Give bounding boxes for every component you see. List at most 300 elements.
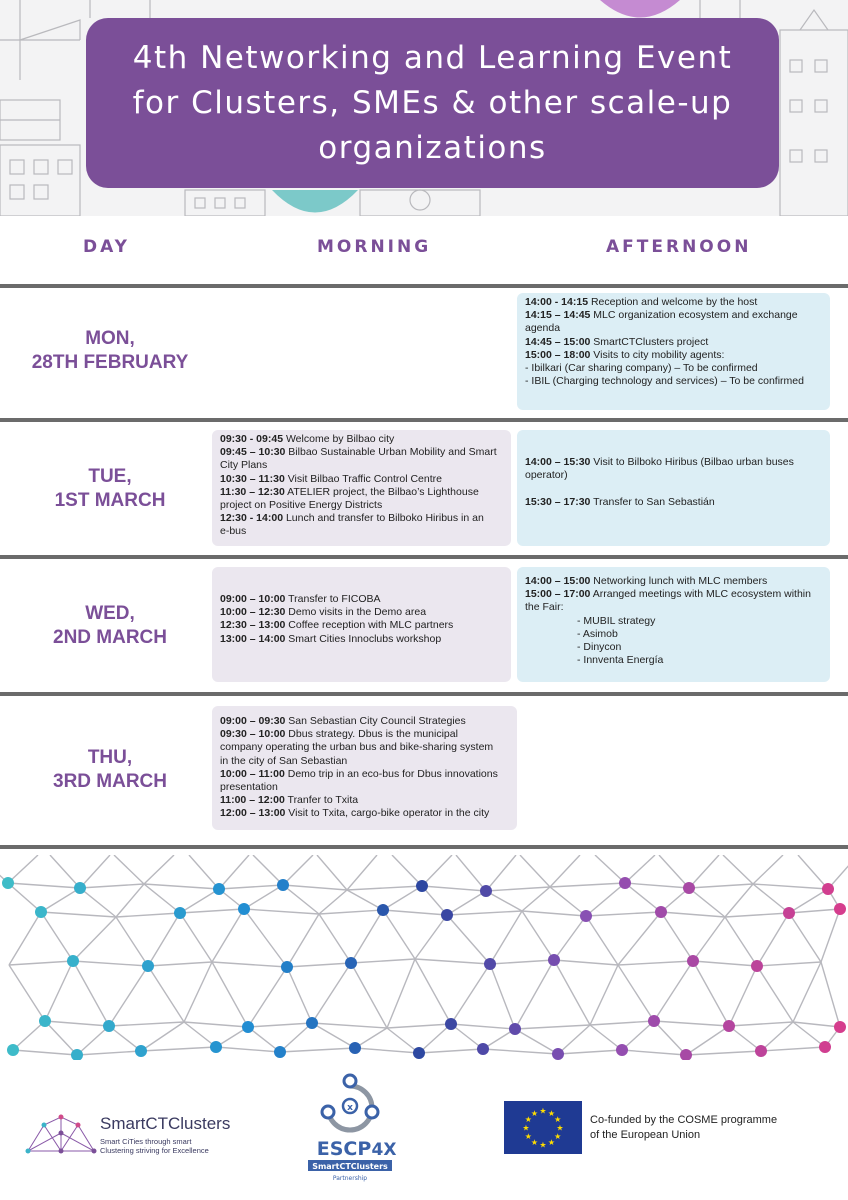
network-edge (622, 1021, 654, 1050)
schedule-entry (525, 588, 822, 601)
schedule-text: - Asimob (577, 627, 618, 640)
network-edge (622, 1050, 686, 1055)
network-edge (219, 855, 249, 889)
network-edge (821, 909, 840, 962)
network-edge (351, 910, 383, 963)
network-edge (753, 855, 783, 884)
schedule-time: 09:00 – 09:30 (220, 715, 286, 727)
network-node (687, 955, 699, 967)
network-edge (73, 961, 109, 1026)
schedule-time: 14:00 – 15:00 (525, 575, 591, 587)
escp-name: ESCP (316, 1138, 372, 1160)
schedule-text: San Sebastian City Council Strategies (285, 715, 466, 727)
network-edge (723, 855, 753, 884)
network-node (619, 877, 631, 889)
schedule-entry (525, 482, 822, 495)
network-edge (347, 890, 383, 910)
column-heading-afternoon: AFTERNOON (606, 237, 752, 257)
schedule-text: the Fair: (525, 601, 564, 614)
day-label-tuesday (0, 465, 220, 513)
schedule-text: - MUBIL strategy (577, 614, 656, 627)
network-node (755, 1045, 767, 1057)
network-edge (253, 855, 283, 885)
network-edge (586, 916, 618, 965)
schedule-time: 14:15 – 14:45 (525, 309, 591, 322)
schedule-time: 12:30 - 14:00 (220, 512, 284, 525)
network-edge (109, 1026, 141, 1051)
network-edge (415, 959, 451, 1024)
network-edge (148, 966, 184, 1022)
network-edge (45, 1021, 109, 1026)
tagline-line2: Clustering striving for Excellence (100, 1146, 209, 1155)
network-edge (689, 855, 719, 888)
network-edge (355, 1048, 419, 1053)
schedule-time: 12:00 – 13:00 (220, 807, 286, 820)
network-edge (248, 1023, 312, 1027)
monday-afternoon-schedule (517, 293, 830, 410)
schedule-entry (220, 459, 503, 472)
network-edge (483, 1049, 558, 1054)
network-edge (798, 855, 828, 889)
network-edge (625, 883, 689, 888)
eu-flag-icon (504, 1101, 582, 1154)
schedule-entry (220, 525, 503, 538)
wednesday-afternoon-schedule (517, 567, 830, 682)
network-edge (148, 962, 212, 966)
network-edge (590, 1021, 654, 1025)
network-edge (41, 912, 73, 961)
schedule-entry (220, 741, 509, 754)
schedule-entry (525, 349, 822, 362)
network-edge (50, 855, 80, 888)
network-node (822, 883, 834, 895)
network-edge (422, 855, 452, 886)
schedule-entry (525, 456, 822, 469)
network-node (834, 903, 846, 915)
network-edge (550, 887, 586, 916)
escp4x-logo (300, 1068, 400, 1188)
network-edge (419, 1049, 483, 1053)
schedule-entry (220, 781, 509, 794)
day-label-line1: MON, (85, 328, 135, 349)
network-node (74, 882, 86, 894)
network-edge (757, 966, 793, 1022)
network-node (213, 883, 225, 895)
network-edge (184, 1022, 248, 1027)
network-edge (287, 963, 351, 967)
schedule-text: operator) (525, 469, 568, 482)
network-edge (116, 913, 180, 917)
network-node (277, 879, 289, 891)
network-node (723, 1020, 735, 1032)
network-edge (216, 1047, 280, 1052)
network-edge (9, 965, 45, 1021)
network-edge (725, 917, 757, 966)
schedule-text: Reception and welcome by the host (588, 296, 758, 308)
network-edge (8, 855, 38, 883)
network-node (416, 880, 428, 892)
network-node (35, 906, 47, 918)
network-edge (8, 883, 80, 888)
network-edge (693, 961, 729, 1026)
schedule-text: in the city of San Sebastian (220, 754, 348, 767)
network-edge (486, 887, 550, 891)
schedule-entry (220, 715, 509, 728)
network-node (783, 907, 795, 919)
event-title: 4th Networking and Learning Event for Clusters, SMEs & other scale-up organizations (132, 39, 733, 166)
schedule-text: Demo visits in the Demo area (285, 606, 427, 619)
network-edge (522, 911, 586, 916)
network-edge (654, 1021, 729, 1026)
network-edge (347, 855, 377, 890)
schedule-time: 09:30 – 10:00 (220, 728, 286, 741)
schedule-entry (525, 601, 822, 614)
schedule-time: 12:30 – 13:00 (220, 619, 286, 632)
schedule-entry (220, 755, 509, 768)
network-edge (387, 1024, 451, 1028)
network-edge (244, 909, 287, 967)
network-edge (447, 911, 522, 915)
network-edge (317, 855, 347, 890)
network-node (377, 904, 389, 916)
network-edge (789, 909, 840, 913)
day-label-line1: THU, (87, 747, 133, 768)
network-node (484, 958, 496, 970)
network-node (648, 1015, 660, 1027)
schedule-entry (525, 296, 822, 309)
network-edge (789, 889, 828, 913)
eu-star-icon: ★ (524, 1115, 532, 1124)
network-edge (248, 1027, 280, 1052)
network-edge (618, 961, 693, 965)
network-edge (383, 886, 422, 910)
network-node (135, 1045, 147, 1057)
network-edge (41, 912, 116, 917)
schedule-text: - Innventa Energía (577, 654, 664, 667)
schedule-entry (220, 728, 509, 741)
network-edge (319, 890, 347, 914)
network-edge (757, 962, 821, 966)
network-node (477, 1043, 489, 1055)
schedule-entry (525, 615, 822, 628)
network-edge (693, 917, 725, 961)
network-edge (486, 855, 516, 891)
network-edge (520, 855, 550, 887)
schedule-text: MLC organization ecosystem and exchange (590, 309, 798, 322)
schedule-time: 15:30 – 17:30 (525, 495, 591, 508)
network-node (349, 1042, 361, 1054)
schedule-text: Smart Cities Innoclubs workshop (285, 632, 442, 645)
schedule-time: 15:00 – 18:00 (525, 348, 591, 361)
network-edge (618, 912, 661, 965)
network-edge (144, 884, 180, 913)
network-edge (184, 1022, 216, 1047)
network-edge (283, 885, 319, 914)
schedule-text: Visit Bilbao Traffic Control Centre (284, 472, 442, 485)
network-edge (586, 883, 625, 916)
network-edge (244, 909, 319, 914)
network-node (480, 885, 492, 897)
network-edge (725, 913, 789, 917)
escp-sub: 4X (371, 1140, 397, 1160)
schedule-time: 14:00 – 15:30 (525, 456, 591, 468)
network-edge (654, 961, 693, 1021)
network-edge (789, 913, 821, 962)
network-edge (114, 855, 144, 884)
network-edge (148, 913, 180, 966)
network-edge (212, 962, 287, 967)
schedule-text: Lunch and transfer to Bilboko Hiribus in an (283, 512, 484, 525)
network-edge (595, 855, 625, 883)
network-edge (486, 891, 522, 911)
eu-star-icon: ★ (530, 1138, 539, 1148)
eu-star-icon: ★ (547, 1138, 556, 1148)
network-node (819, 1041, 831, 1053)
network-edge (109, 966, 148, 1026)
divider (0, 555, 848, 559)
schedule-entry (220, 794, 509, 807)
network-node (655, 906, 667, 918)
eu-cofunding-text (590, 1113, 810, 1143)
network-node (242, 1021, 254, 1033)
day-label-line1: WED, (85, 603, 135, 624)
network-node (552, 1048, 564, 1060)
schedule-time: 09:30 - 09:45 (220, 433, 284, 445)
network-edge (184, 962, 212, 1022)
network-pattern-decoration (0, 855, 848, 1060)
network-edge (383, 910, 415, 959)
schedule-text: - Dinycon (577, 641, 622, 654)
divider (0, 418, 848, 422)
wednesday-morning-schedule (212, 567, 511, 682)
network-edge (180, 909, 244, 913)
schedule-text: Transfer to San Sebastián (590, 495, 715, 508)
network-edge (180, 889, 219, 913)
schedule-text: City Plans (220, 459, 268, 472)
network-edge (189, 855, 219, 889)
schedule-entry (220, 619, 503, 632)
eu-star-icon: ★ (556, 1123, 564, 1133)
column-heading-day: DAY (83, 237, 130, 257)
schedule-text: Welcome by Bilbao city (283, 433, 395, 445)
network-node (509, 1023, 521, 1035)
event-title-banner (86, 18, 779, 188)
smartctclusters-tagline (100, 1137, 240, 1155)
divider (0, 845, 848, 849)
eu-text-line1: Co-funded by the COSME programme (590, 1114, 778, 1126)
network-edge (351, 959, 415, 963)
network-edge (351, 963, 387, 1028)
schedule-time: 11:30 – 12:30 (220, 485, 285, 498)
schedule-time: 11:00 – 12:00 (220, 794, 285, 807)
network-edge (522, 887, 550, 911)
network-edge (550, 855, 580, 887)
network-edge (347, 886, 422, 890)
network-node (306, 1017, 318, 1029)
network-edge (793, 962, 821, 1022)
network-edge (729, 966, 757, 1026)
schedule-entry (525, 322, 822, 335)
schedule-entry (525, 496, 822, 509)
network-edge (283, 855, 313, 885)
network-edge (447, 915, 490, 964)
schedule-time: 09:45 – 10:30 (220, 446, 286, 459)
schedule-entry (525, 641, 822, 654)
network-node (441, 909, 453, 921)
schedule-text: Coffee reception with MLC partners (285, 619, 454, 632)
network-edge (144, 884, 219, 889)
network-edge (757, 913, 789, 966)
network-edge (661, 912, 693, 961)
network-node (2, 877, 14, 889)
network-edge (761, 1022, 793, 1051)
schedule-entry (220, 486, 503, 499)
network-edge (456, 855, 486, 891)
network-edge (287, 914, 319, 967)
network-edge (180, 913, 212, 962)
network-edge (558, 1025, 590, 1054)
eu-star-icon: ★ (539, 1140, 547, 1150)
network-edge (693, 961, 757, 966)
network-edge (725, 884, 753, 917)
network-edge (490, 911, 522, 964)
escp-banner: SmartCTClusters (312, 1162, 388, 1171)
network-edge (80, 855, 110, 888)
eu-star-icon: ★ (530, 1108, 539, 1118)
network-edge (212, 962, 248, 1027)
network-node (39, 1015, 51, 1027)
network-edge (280, 1048, 355, 1052)
schedule-entry (525, 375, 822, 388)
schedule-time: 14:45 – 15:00 (525, 335, 591, 348)
network-edge (80, 888, 116, 917)
network-edge (219, 885, 283, 889)
day-label-wednesday (0, 602, 220, 650)
column-heading-morning: MORNING (317, 237, 432, 257)
day-label-line1: TUE, (88, 466, 132, 487)
schedule-entry (220, 807, 509, 820)
network-edge (793, 1022, 840, 1027)
schedule-text: ATELIER project, the Bilbao’s Lighthouse (284, 485, 479, 498)
schedule-time: 09:00 – 10:00 (220, 593, 286, 605)
tagline-line1: Smart CiTies through smart (100, 1137, 192, 1146)
schedule-entry (525, 575, 822, 588)
thursday-morning-schedule (212, 706, 517, 830)
network-edge (73, 917, 116, 961)
network-edge (80, 884, 144, 888)
eu-star-icon: ★ (554, 1132, 562, 1141)
svg-text:x: x (347, 1103, 353, 1113)
network-edge (554, 960, 618, 965)
network-edge (661, 912, 725, 917)
schedule-text: Networking lunch with MLC members (590, 575, 768, 587)
network-edge (729, 1026, 761, 1051)
network-edge (9, 912, 41, 965)
schedule-entry (525, 362, 822, 375)
day-label-line2: 1ST MARCH (54, 490, 166, 511)
network-edge (9, 961, 73, 965)
network-edge (590, 965, 618, 1025)
network-edge (415, 959, 490, 964)
network-edge (283, 885, 347, 890)
network-edge (558, 1050, 622, 1054)
day-label-line2: 2ND MARCH (53, 627, 167, 648)
network-edge (625, 855, 655, 883)
schedule-entry (525, 654, 822, 667)
smartctclusters-name: SmartCTClusters (100, 1114, 231, 1133)
schedule-entry (220, 606, 503, 619)
network-edge (654, 1021, 686, 1055)
network-node (274, 1046, 286, 1058)
network-edge (13, 1050, 77, 1055)
network-edge (13, 1021, 45, 1050)
schedule-time: 10:00 – 11:00 (220, 767, 285, 780)
network-node (174, 907, 186, 919)
schedule-entry (220, 633, 503, 646)
eu-star-icon: ★ (547, 1108, 556, 1118)
schedule-text: Visits to city mobility agents: (590, 348, 725, 361)
schedule-entry (525, 469, 822, 482)
network-edge (109, 1022, 184, 1026)
network-edge (490, 960, 554, 964)
schedule-entry (525, 309, 822, 322)
network-edge (387, 1028, 419, 1053)
network-edge (116, 884, 144, 917)
schedule-entry (220, 512, 503, 525)
divider (0, 284, 848, 288)
schedule-text: - IBIL (Charging technology and services) – To be confirmed (525, 375, 804, 388)
schedule-text: presentation (220, 781, 278, 794)
network-edge (319, 914, 351, 963)
network-edge (686, 1051, 761, 1055)
network-node (445, 1018, 457, 1030)
schedule-text: Visit to Txita, cargo-bike operator in the city (285, 807, 490, 820)
network-edge (383, 910, 447, 915)
schedule-text: Arranged meetings with MLC ecosystem within (590, 588, 811, 601)
schedule-entry (220, 433, 503, 446)
network-node (683, 882, 695, 894)
network-node (616, 1044, 628, 1056)
divider (0, 692, 848, 696)
network-edge (144, 855, 174, 884)
network-edge (392, 855, 422, 886)
network-node (7, 1044, 19, 1056)
network-edge (422, 886, 486, 891)
network-edge (419, 1024, 451, 1053)
network-edge (77, 1026, 109, 1055)
schedule-text: agenda (525, 322, 561, 335)
network-node (238, 903, 250, 915)
network-edge (689, 884, 753, 888)
schedule-text: Bilbao Sustainable Urban Mobility and Smart (285, 446, 497, 459)
schedule-entry (220, 593, 503, 606)
network-edge (686, 1026, 729, 1055)
schedule-text: Transfer to FICOBA (285, 593, 381, 605)
network-node (834, 1021, 846, 1033)
network-edge (451, 1024, 515, 1029)
network-node (103, 1020, 115, 1032)
network-edge (761, 1047, 825, 1051)
network-node (281, 961, 293, 973)
day-label-thursday (0, 746, 220, 794)
network-edge (319, 910, 383, 914)
network-edge (625, 883, 661, 912)
eu-star-icon: ★ (554, 1115, 562, 1124)
eu-star-icon: ★ (524, 1132, 532, 1141)
schedule-time: 10:00 – 12:30 (220, 606, 286, 619)
day-label-line2: 28TH FEBRUARY (31, 352, 189, 373)
tuesday-morning-schedule (212, 430, 511, 546)
